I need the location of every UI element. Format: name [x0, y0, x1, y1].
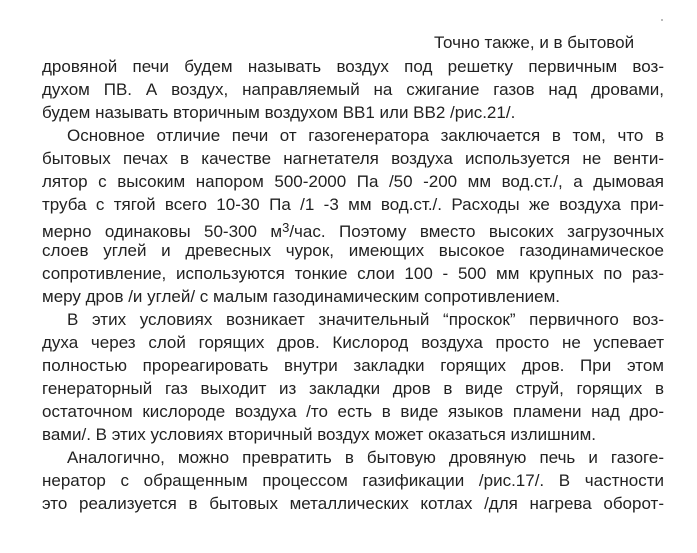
text-line: нератор с обращенным процессом газификации /рис.17/. В частности — [42, 471, 664, 490]
text-line: меру дров /и углей/ с малым газодинамическим сопротивлением. — [42, 287, 561, 306]
text-segment: мерно одинаковы 50-300 м — [42, 222, 283, 241]
text-line: духа через слой горящих дров. Кислород воздуха просто не успевает — [42, 333, 664, 352]
text-line: это реализуется в бытовых металлических котлах /для нагрева оборот- — [42, 494, 664, 513]
text-line: Точно также, и в бытовой — [434, 33, 635, 52]
paragraph-first-line: Аналогично, можно превратить в бытовую дровяную печь и газоге- — [67, 448, 664, 467]
text-line: лятор с высоким напором 500-2000 Па /50 -200 мм вод.ст./, а дымовая — [42, 172, 664, 191]
text-line: дровяной печи будем называть воздух под решетку первичным воз- — [42, 57, 664, 76]
text-line: генераторный газ выходит из закладки дров в виде струй, горящих в — [42, 379, 664, 398]
text-line: бытовых печах в качестве нагнетателя воздуха используется не венти- — [42, 149, 664, 168]
text-line: вами/. В этих условиях вторичный воздух может оказаться излишним. — [42, 425, 597, 444]
text-line: сопротивление, используются тонкие слои 100 - 500 мм крупных по раз- — [42, 264, 664, 283]
text-line: слоев углей и древесных чурок, имеющих высокое газодинамическое — [42, 241, 664, 260]
text-line: будем называть вторичным воздухом ВВ1 или ВВ2 /рис.21/. — [42, 103, 516, 122]
superscript: 3 — [282, 220, 290, 235]
scan-speck — [661, 19, 663, 21]
text-line: остаточном кислороде воздуха /то есть в виде языков пламени над дро- — [42, 402, 664, 421]
text-line — [42, 217, 664, 239]
paragraph-first-line: Основное отличие печи от газогенератора заключается в том, что в — [67, 126, 664, 145]
text-segment: /час. Поэтому вместо высоких загрузочных — [289, 222, 665, 241]
text-line: духом ПВ. А воздух, направляемый на сжигание газов над дровами, — [42, 80, 664, 99]
text-line: полностью прореагировать внутри закладки горящих дров. При этом — [42, 356, 664, 375]
paragraph-first-line: В этих условиях возникает значительный “проскок” первичного воз- — [67, 310, 664, 329]
text-line: труба с тягой всего 10-30 Па /1 -3 мм вод.ст./. Расходы же воздуха при- — [42, 195, 664, 214]
